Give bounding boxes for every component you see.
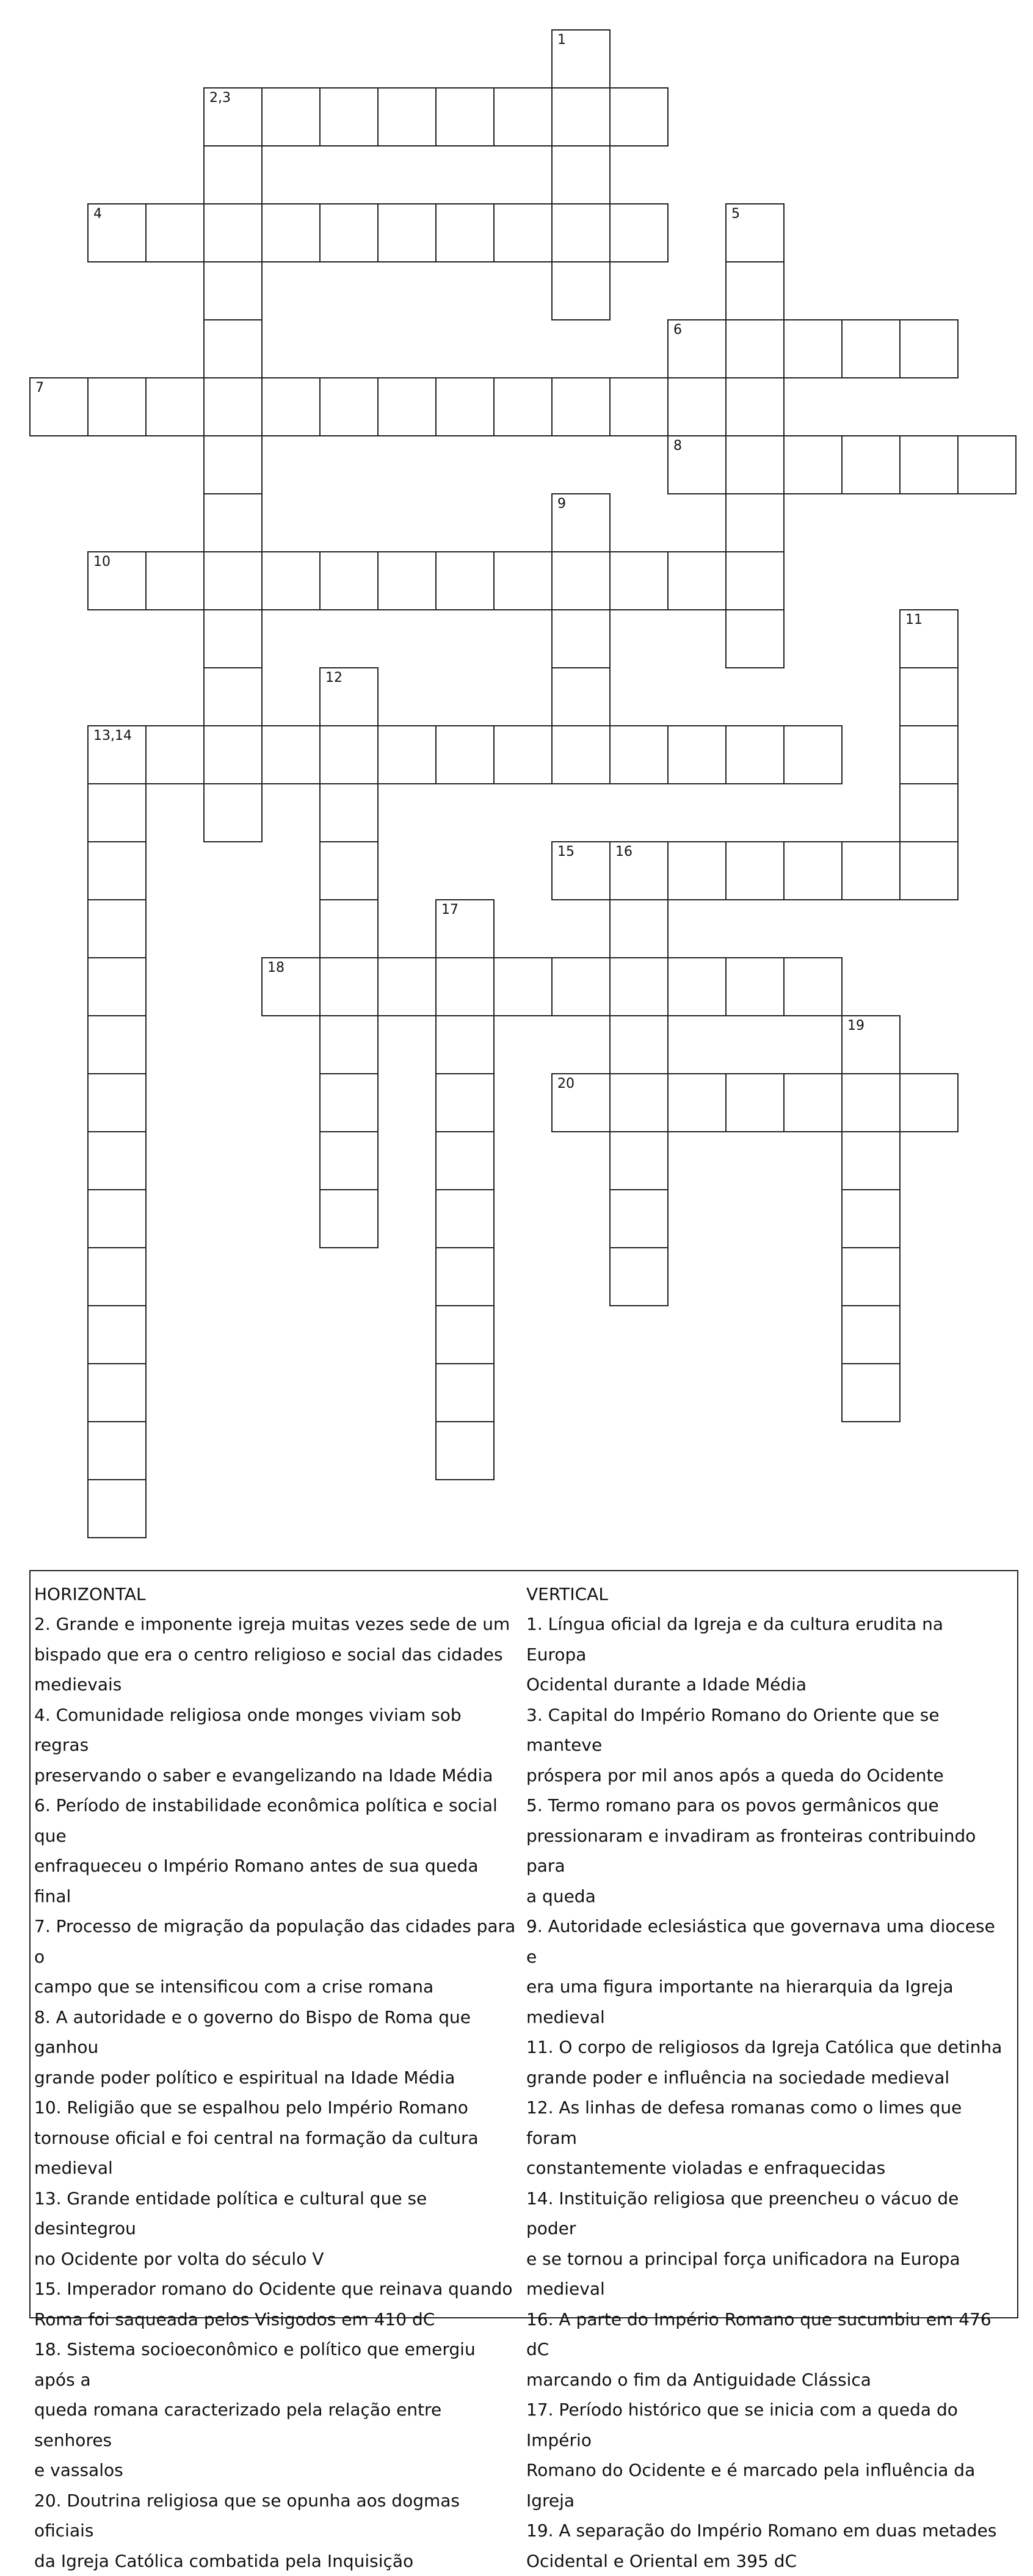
clue-line: pressionaram e invadiram as fronteiras contribuindo para	[526, 1821, 1009, 1881]
grid-cell[interactable]	[551, 261, 611, 320]
grid-cell[interactable]	[87, 1305, 147, 1364]
grid-cell[interactable]	[435, 203, 495, 262]
clue-line: 3. Capital do Império Romano do Oriente que se manteve	[526, 1700, 1009, 1760]
grid-cell[interactable]	[203, 609, 263, 668]
horizontal-heading: HORIZONTAL	[34, 1580, 516, 1609]
grid-cell[interactable]	[203, 261, 263, 320]
grid-cell[interactable]	[203, 493, 263, 552]
grid-cell[interactable]	[841, 1305, 901, 1364]
grid-cell[interactable]	[667, 725, 727, 784]
grid-cell[interactable]	[87, 1363, 147, 1422]
grid-cell[interactable]	[319, 203, 379, 262]
clue-number: 15	[557, 845, 574, 859]
clue-number: 12	[325, 671, 343, 685]
grid-cell[interactable]	[261, 377, 321, 436]
grid-cell[interactable]	[145, 203, 205, 262]
clue-number: 19	[847, 1019, 864, 1033]
grid-cell[interactable]	[783, 1073, 843, 1132]
grid-cell[interactable]	[667, 1073, 727, 1132]
grid-cell[interactable]	[957, 435, 1017, 494]
grid-cell[interactable]	[667, 841, 727, 900]
grid-cell[interactable]	[319, 87, 379, 147]
grid-cell[interactable]	[609, 1247, 669, 1306]
grid-cell[interactable]	[899, 435, 959, 494]
grid-cell[interactable]	[609, 1189, 669, 1248]
grid-cell[interactable]	[203, 377, 263, 436]
grid-cell[interactable]	[609, 957, 669, 1016]
grid-cell[interactable]	[783, 435, 843, 494]
grid-cell[interactable]	[609, 1131, 669, 1190]
grid-cell[interactable]	[377, 551, 437, 610]
grid-cell[interactable]	[551, 145, 611, 204]
grid-cell[interactable]	[725, 551, 785, 610]
grid-cell[interactable]	[377, 203, 437, 262]
clue-line: 7. Processo de migração da população das cidades para o	[34, 1911, 516, 1972]
grid-cell[interactable]	[435, 1305, 495, 1364]
grid-cell[interactable]	[667, 551, 727, 610]
grid-cell[interactable]	[493, 377, 553, 436]
grid-cell[interactable]	[551, 957, 611, 1016]
grid-cell[interactable]	[551, 87, 611, 147]
grid-cell[interactable]	[841, 1015, 901, 1074]
clue-number: 16	[615, 845, 632, 859]
grid-cell[interactable]	[261, 203, 321, 262]
grid-cell[interactable]	[493, 725, 553, 784]
grid-cell[interactable]	[319, 377, 379, 436]
grid-cell[interactable]	[493, 957, 553, 1016]
grid-cell[interactable]	[551, 725, 611, 784]
grid-cell[interactable]	[725, 493, 785, 552]
grid-cell[interactable]	[87, 1421, 147, 1480]
grid-cell[interactable]	[87, 1073, 147, 1132]
clue-number: 20	[557, 1077, 574, 1091]
grid-cell[interactable]	[435, 551, 495, 610]
grid-cell[interactable]	[493, 87, 553, 147]
clue-number: 11	[905, 613, 922, 627]
grid-cell[interactable]	[203, 319, 263, 378]
grid-cell[interactable]	[725, 609, 785, 668]
grid-cell[interactable]	[725, 203, 785, 262]
grid-cell[interactable]	[377, 377, 437, 436]
grid-cell[interactable]	[377, 957, 437, 1016]
clue-line: marcando o fim da Antiguidade Clássica	[526, 2365, 1009, 2395]
grid-cell[interactable]	[145, 551, 205, 610]
grid-cell[interactable]	[261, 957, 321, 1016]
grid-cell[interactable]	[203, 87, 263, 147]
grid-cell[interactable]	[899, 725, 959, 784]
grid-cell[interactable]	[319, 783, 379, 842]
grid-cell[interactable]	[203, 145, 263, 204]
clue-line: 9. Autoridade eclesiástica que governava uma diocese e	[526, 1911, 1009, 1972]
grid-cell[interactable]	[319, 899, 379, 958]
grid-cell[interactable]	[87, 1189, 147, 1248]
clue-line: 8. A autoridade e o governo do Bispo de Roma que ganhou	[34, 2002, 516, 2063]
grid-cell[interactable]	[551, 841, 611, 900]
grid-cell[interactable]	[87, 203, 147, 262]
clue-number: 7	[35, 382, 44, 395]
grid-cell[interactable]	[783, 725, 843, 784]
grid-cell[interactable]	[87, 841, 147, 900]
grid-cell[interactable]	[435, 1421, 495, 1480]
grid-cell[interactable]	[841, 1189, 901, 1248]
grid-cell[interactable]	[551, 493, 611, 552]
grid-cell[interactable]	[551, 203, 611, 262]
grid-cell[interactable]	[609, 841, 669, 900]
clue-line: 11. O corpo de religiosos da Igreja Católica que detinha	[526, 2032, 1009, 2063]
clue-number: 8	[673, 440, 682, 453]
grid-cell[interactable]	[87, 1015, 147, 1074]
clue-number: 6	[673, 324, 682, 337]
horizontal-clues	[34, 1580, 516, 2576]
grid-cell[interactable]	[609, 899, 669, 958]
grid-cell[interactable]	[725, 377, 785, 436]
grid-cell[interactable]	[841, 1131, 901, 1190]
grid-cell[interactable]	[551, 377, 611, 436]
grid-cell[interactable]	[435, 1247, 495, 1306]
grid-cell[interactable]	[435, 899, 495, 958]
grid-cell[interactable]	[203, 435, 263, 494]
clue-line: Ocidental durante a Idade Média	[526, 1670, 1009, 1700]
clue-number: 9	[557, 497, 566, 511]
grid-cell[interactable]	[725, 1073, 785, 1132]
grid-cell[interactable]	[667, 435, 727, 494]
clue-line: medieval	[34, 2153, 516, 2183]
grid-cell[interactable]	[377, 725, 437, 784]
clue-line: 14. Instituição religiosa que preencheu o vácuo de poder	[526, 2183, 1009, 2244]
grid-cell[interactable]	[319, 1189, 379, 1248]
grid-cell[interactable]	[203, 783, 263, 842]
grid-cell[interactable]	[551, 1073, 611, 1132]
grid-cell[interactable]	[435, 1363, 495, 1422]
grid-cell[interactable]	[29, 377, 89, 436]
grid-cell[interactable]	[87, 551, 147, 610]
grid-cell[interactable]	[725, 261, 785, 320]
clue-number: 4	[93, 208, 102, 221]
clue-line: grande poder e influência na sociedade medieval	[526, 2063, 1009, 2093]
grid-cell[interactable]	[609, 725, 669, 784]
clue-line: era uma figura importante na hierarquia da Igreja	[526, 1972, 1009, 2002]
clue-line: medievais	[34, 1670, 516, 1700]
grid-cell[interactable]	[87, 783, 147, 842]
grid-cell[interactable]	[493, 551, 553, 610]
grid-cell[interactable]	[667, 377, 727, 436]
grid-cell[interactable]	[319, 841, 379, 900]
grid-cell[interactable]	[261, 551, 321, 610]
grid-cell[interactable]	[435, 1131, 495, 1190]
grid-cell[interactable]	[319, 551, 379, 610]
grid-cell[interactable]	[87, 957, 147, 1016]
grid-cell[interactable]	[783, 841, 843, 900]
clue-line: 13. Grande entidade política e cultural que se desintegrou	[34, 2183, 516, 2244]
clue-line: a queda	[526, 1881, 1009, 1912]
grid-cell[interactable]	[551, 609, 611, 668]
clue-line: no Ocidente por volta do século V	[34, 2244, 516, 2274]
grid-cell[interactable]	[87, 899, 147, 958]
grid-cell[interactable]	[841, 1073, 901, 1132]
grid-cell[interactable]	[609, 87, 669, 147]
grid-cell[interactable]	[435, 1015, 495, 1074]
grid-cell[interactable]	[609, 377, 669, 436]
grid-cell[interactable]	[435, 1189, 495, 1248]
clues-panel	[29, 1570, 1018, 2318]
grid-cell[interactable]	[87, 1131, 147, 1190]
grid-cell[interactable]	[609, 203, 669, 262]
clue-line: 10. Religião que se espalhou pelo Império Romano	[34, 2093, 516, 2123]
grid-cell[interactable]	[319, 1073, 379, 1132]
grid-cell[interactable]	[203, 667, 263, 726]
grid-cell[interactable]	[551, 29, 611, 89]
clue-number: 18	[267, 961, 285, 975]
clue-line: preservando o saber e evangelizando na Idade Média	[34, 1760, 516, 1791]
grid-cell[interactable]	[319, 667, 379, 726]
clue-line: enfraqueceu o Império Romano antes de sua queda final	[34, 1851, 516, 1911]
grid-cell[interactable]	[551, 551, 611, 610]
clue-line: próspera por mil anos após a queda do Ocidente	[526, 1760, 1009, 1791]
clue-line: Ocidental e Oriental em 395 dC	[526, 2546, 1009, 2576]
grid-cell[interactable]	[145, 725, 205, 784]
clue-line: 18. Sistema socioeconômico e político que emergiu após a	[34, 2334, 516, 2395]
clue-line: e se tornou a principal força unificadora na Europa	[526, 2244, 1009, 2274]
clue-line: 16. A parte do Império Romano que sucumbiu em 476 dC	[526, 2304, 1009, 2365]
grid-cell[interactable]	[87, 1479, 147, 1538]
clue-number: 1	[557, 34, 566, 47]
grid-cell[interactable]	[435, 377, 495, 436]
grid-cell[interactable]	[493, 203, 553, 262]
grid-cell[interactable]	[319, 1131, 379, 1190]
grid-cell[interactable]	[377, 87, 437, 147]
clue-number: 13,14	[93, 729, 132, 743]
vertical-heading: VERTICAL	[526, 1580, 1009, 1609]
grid-cell[interactable]	[667, 319, 727, 378]
grid-cell[interactable]	[87, 725, 147, 784]
grid-cell[interactable]	[841, 1363, 901, 1422]
clue-number: 2,3	[209, 92, 231, 105]
grid-cell[interactable]	[899, 1073, 959, 1132]
grid-cell[interactable]	[667, 957, 727, 1016]
clue-line: tornouse oficial e foi central na formação da cultura	[34, 2123, 516, 2154]
grid-cell[interactable]	[145, 377, 205, 436]
clue-number: 10	[93, 555, 111, 569]
grid-cell[interactable]	[203, 725, 263, 784]
grid-cell[interactable]	[261, 87, 321, 147]
grid-cell[interactable]	[609, 1015, 669, 1074]
grid-cell[interactable]	[899, 667, 959, 726]
clue-line: campo que se intensificou com a crise romana	[34, 1972, 516, 2002]
grid-cell[interactable]	[435, 957, 495, 1016]
grid-cell[interactable]	[319, 957, 379, 1016]
clue-line: 6. Período de instabilidade econômica política e social que	[34, 1790, 516, 1851]
grid-cell[interactable]	[435, 87, 495, 147]
grid-cell[interactable]	[319, 725, 379, 784]
clue-line: da Igreja Católica combatida pela Inquisição	[34, 2546, 516, 2576]
grid-cell[interactable]	[841, 841, 901, 900]
grid-cell[interactable]	[725, 725, 785, 784]
vertical-clues	[526, 1580, 1009, 2576]
grid-cell[interactable]	[725, 319, 785, 378]
clue-line: e vassalos	[34, 2455, 516, 2486]
grid-cell[interactable]	[87, 377, 147, 436]
grid-cell[interactable]	[609, 551, 669, 610]
clue-line: 2. Grande e imponente igreja muitas vezes sede de um	[34, 1609, 516, 1640]
grid-cell[interactable]	[899, 319, 959, 378]
clue-line: 12. As linhas de defesa romanas como o limes que foram	[526, 2093, 1009, 2153]
grid-cell[interactable]	[435, 725, 495, 784]
clue-line: Romano do Ocidente e é marcado pela influência da Igreja	[526, 2455, 1009, 2516]
grid-cell[interactable]	[841, 435, 901, 494]
grid-cell[interactable]	[435, 1073, 495, 1132]
clue-line: 4. Comunidade religiosa onde monges viviam sob regras	[34, 1700, 516, 1760]
grid-cell[interactable]	[841, 319, 901, 378]
clue-line: bispado que era o centro religioso e social das cidades	[34, 1640, 516, 1670]
grid-cell[interactable]	[319, 1015, 379, 1074]
clue-line: 1. Língua oficial da Igreja e da cultura erudita na Europa	[526, 1609, 1009, 1670]
clue-line: constantemente violadas e enfraquecidas	[526, 2153, 1009, 2183]
grid-cell[interactable]	[609, 1073, 669, 1132]
grid-cell[interactable]	[899, 841, 959, 900]
grid-cell[interactable]	[203, 551, 263, 610]
grid-cell[interactable]	[551, 667, 611, 726]
clue-line: 20. Doutrina religiosa que se opunha aos dogmas oficiais	[34, 2486, 516, 2546]
grid-cell[interactable]	[899, 609, 959, 668]
grid-cell[interactable]	[899, 783, 959, 842]
clue-line: 15. Imperador romano do Ocidente que reinava quando	[34, 2274, 516, 2304]
clue-line: medieval	[526, 2274, 1009, 2304]
grid-cell[interactable]	[783, 957, 843, 1016]
clue-line: medieval	[526, 2002, 1009, 2033]
grid-cell[interactable]	[261, 725, 321, 784]
clue-line: 19. A separação do Império Romano em duas metades	[526, 2516, 1009, 2546]
grid-cell[interactable]	[783, 319, 843, 378]
clue-line: 5. Termo romano para os povos germânicos que	[526, 1790, 1009, 1821]
clue-line: Roma foi saqueada pelos Visigodos em 410 dC	[34, 2304, 516, 2335]
clue-line: 17. Período histórico que se inicia com a queda do Império	[526, 2395, 1009, 2455]
grid-cell[interactable]	[841, 1247, 901, 1306]
grid-cell[interactable]	[87, 1247, 147, 1306]
grid-cell[interactable]	[725, 435, 785, 494]
clue-line: grande poder político e espiritual na Idade Média	[34, 2063, 516, 2093]
grid-cell[interactable]	[203, 203, 263, 262]
clue-number: 17	[441, 903, 459, 917]
clue-line: queda romana caracterizado pela relação entre senhores	[34, 2395, 516, 2455]
grid-cell[interactable]	[725, 957, 785, 1016]
grid-cell[interactable]	[725, 841, 785, 900]
clue-number: 5	[731, 208, 740, 221]
